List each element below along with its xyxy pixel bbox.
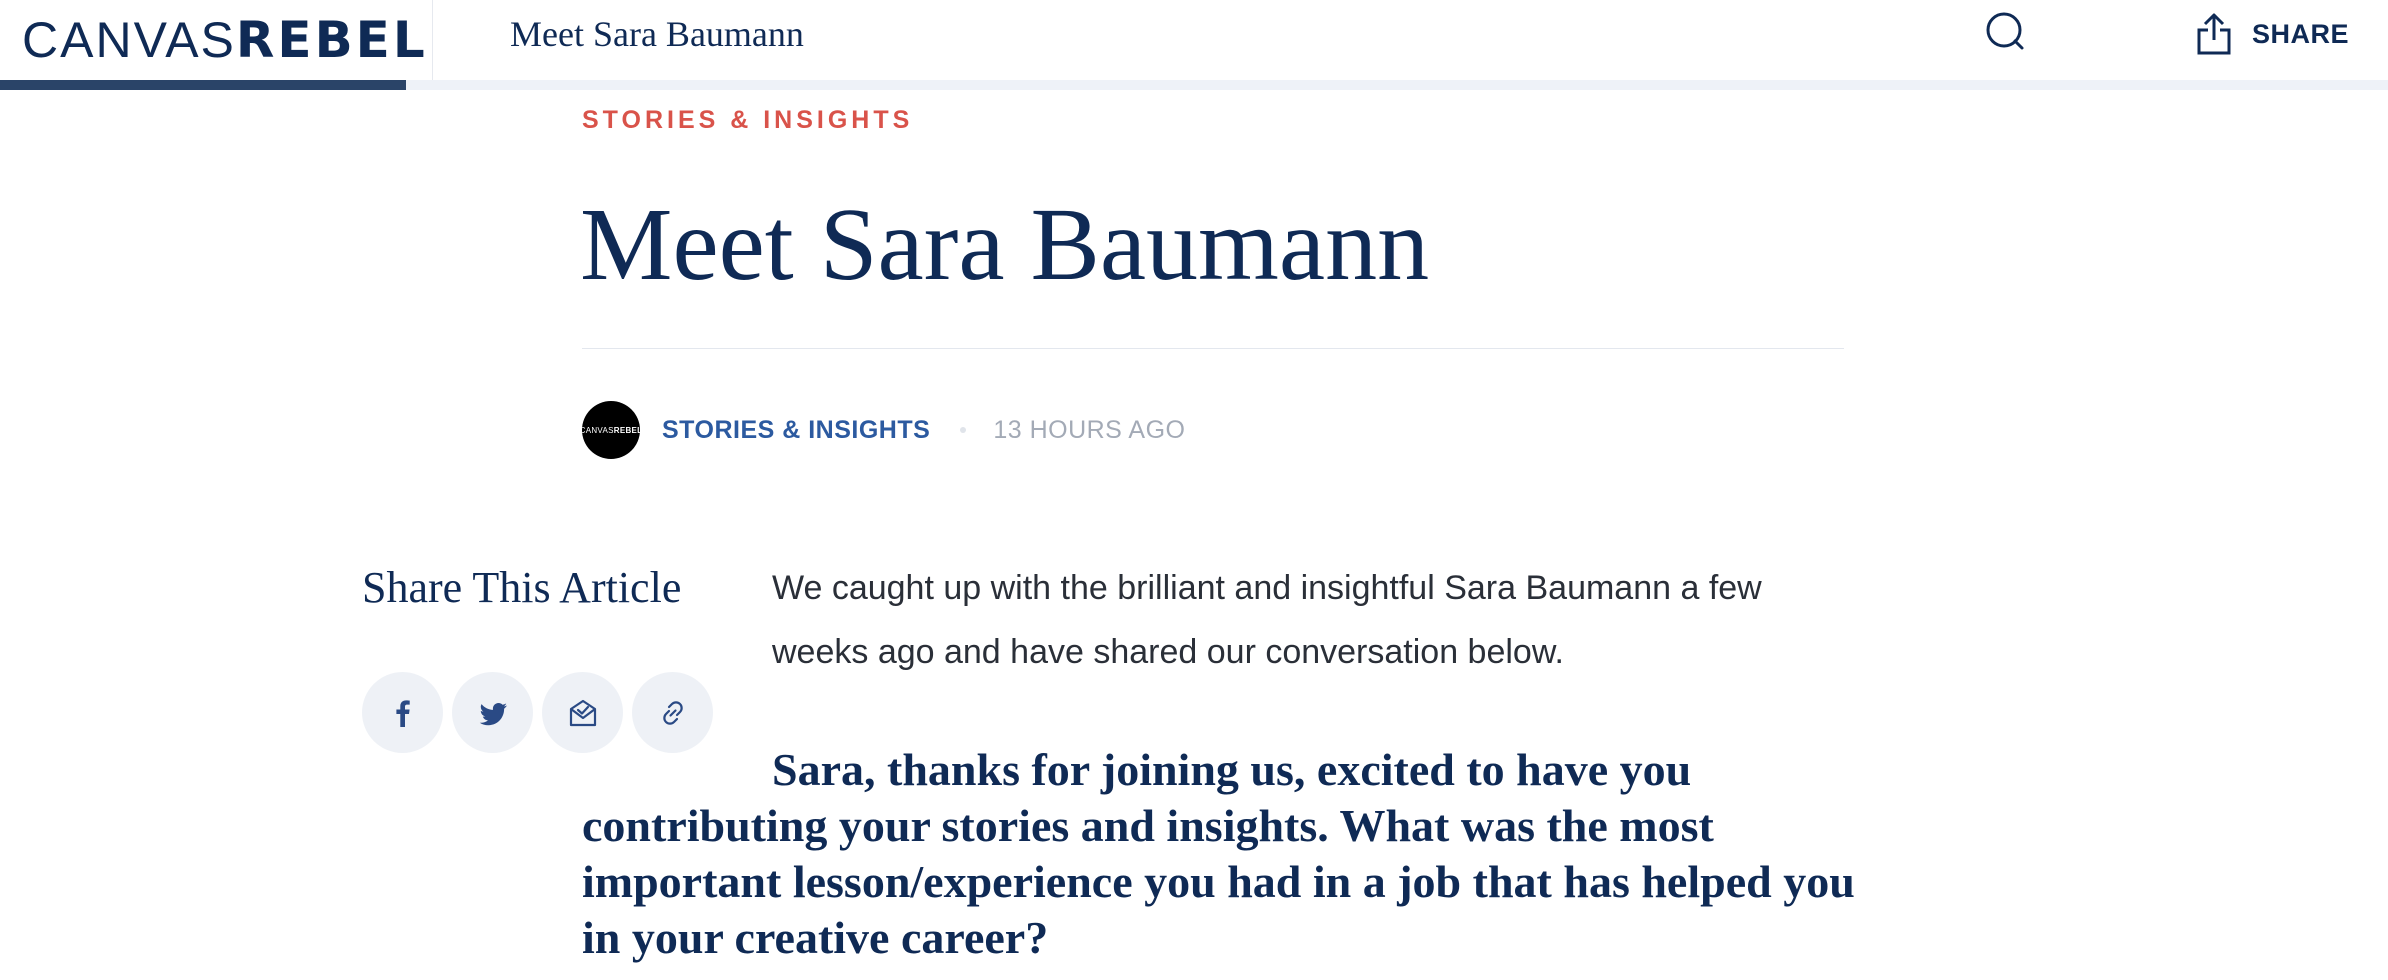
- share-twitter-button[interactable]: [452, 672, 533, 753]
- interview-question: Sara, thanks for joining us, excited to have you contributing your stories and insights. What was the most important lesson/experience you had in a job that has helped you in your creative career?: [582, 744, 1855, 963]
- logo-divider: [432, 0, 433, 80]
- canvasrebel-logo[interactable]: [22, 8, 428, 72]
- share-icons-group: [362, 672, 713, 753]
- article-category-kicker[interactable]: STORIES & INSIGHTS: [582, 106, 914, 134]
- reading-progress-bar: [0, 80, 406, 90]
- avatar-text-light: CANVAS: [579, 425, 614, 435]
- search-icon: [1980, 6, 2030, 56]
- article-intro-paragraph: We caught up with the brilliant and insightful Sara Baumann a few weeks ago and have shared our conversation below.: [772, 569, 1762, 671]
- header-article-title: Meet Sara Baumann: [510, 14, 804, 54]
- header-share-label: SHARE: [2252, 18, 2350, 49]
- logo-text-light: CANVAS: [22, 12, 236, 68]
- article-byline: [579, 401, 1186, 459]
- email-icon: [566, 696, 600, 730]
- facebook-icon: [386, 696, 420, 730]
- avatar-text-bold: REBEL: [613, 425, 643, 435]
- share-facebook-button[interactable]: [362, 672, 443, 753]
- share-icon: [2196, 12, 2232, 56]
- publish-time: 13 HOURS AGO: [993, 415, 1186, 444]
- author-avatar[interactable]: [579, 401, 643, 459]
- share-email-button[interactable]: [542, 672, 623, 753]
- author-name-link[interactable]: STORIES & INSIGHTS: [662, 415, 931, 444]
- share-article-heading: Share This Article: [362, 563, 682, 612]
- search-button[interactable]: [1980, 6, 2030, 56]
- copy-link-button[interactable]: [632, 672, 713, 753]
- link-icon: [656, 696, 690, 730]
- article-headline: Meet Sara Baumann: [580, 187, 1430, 302]
- top-navigation-bar: [0, 0, 2388, 90]
- logo-text-bold: REBEL: [235, 11, 428, 69]
- byline-separator-dot: [960, 427, 966, 433]
- headline-divider: [582, 348, 1844, 349]
- twitter-icon: [476, 696, 510, 730]
- header-share-button[interactable]: [2196, 6, 2349, 62]
